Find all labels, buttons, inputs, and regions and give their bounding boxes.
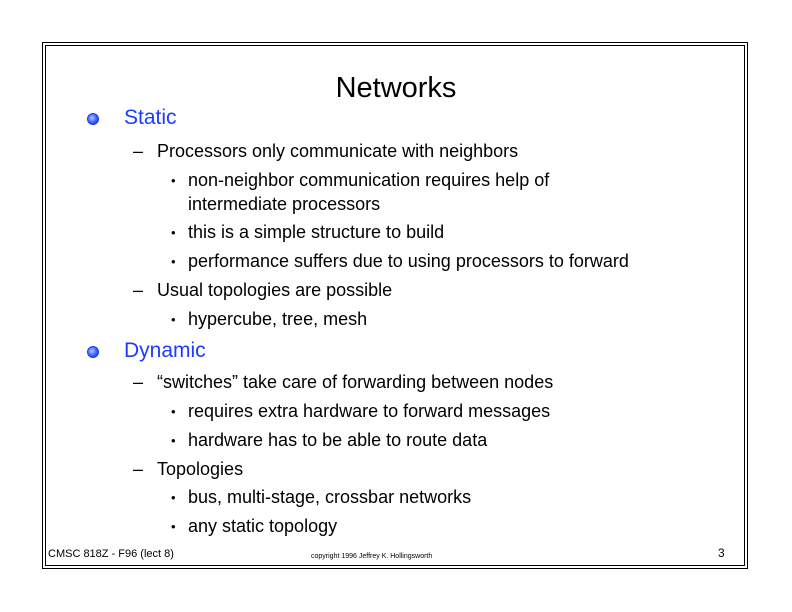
dot-bullet: • bbox=[171, 254, 176, 269]
dot-bullet: • bbox=[171, 312, 176, 327]
dot-bullet: • bbox=[171, 225, 176, 240]
dash-bullet: – bbox=[133, 280, 144, 300]
dot-bullet: • bbox=[171, 404, 176, 419]
dash-bullet: – bbox=[133, 141, 144, 161]
dot-bullet: • bbox=[171, 433, 176, 448]
sub-list-item: this is a simple structure to build bbox=[188, 222, 445, 242]
dot-bullet: • bbox=[171, 519, 176, 534]
list-item: Topologies bbox=[157, 459, 244, 479]
footer-course: CMSC 818Z - F96 (lect 8) bbox=[48, 548, 174, 560]
sub-list-item: performance suffers due to using processors to forward bbox=[188, 251, 629, 271]
dash-bullet: – bbox=[133, 372, 144, 392]
sub-list-item: non-neighbor communication requires help of bbox=[188, 170, 550, 190]
section-bullet-icon bbox=[87, 346, 99, 358]
dash-bullet: – bbox=[133, 459, 144, 479]
section-heading-static: Static bbox=[124, 106, 177, 129]
section-bullet-icon bbox=[87, 113, 99, 125]
list-item: Usual topologies are possible bbox=[157, 280, 393, 300]
sub-list-item-continuation: intermediate processors bbox=[188, 194, 381, 214]
sub-list-item: requires extra hardware to forward messages bbox=[188, 401, 551, 421]
sub-list-item: bus, multi-stage, crossbar networks bbox=[188, 487, 472, 507]
list-item: “switches” take care of forwarding between nodes bbox=[157, 372, 554, 392]
list-item: Processors only communicate with neighbors bbox=[157, 141, 519, 161]
footer-copyright: copyright 1996 Jeffrey K. Hollingsworth bbox=[311, 553, 433, 560]
sub-list-item: hypercube, tree, mesh bbox=[188, 309, 368, 329]
page-number: 3 bbox=[718, 546, 725, 560]
slide-title: Networks bbox=[335, 72, 457, 104]
dot-bullet: • bbox=[171, 490, 176, 505]
sub-list-item: hardware has to be able to route data bbox=[188, 430, 488, 450]
sub-list-item: any static topology bbox=[188, 516, 338, 536]
section-heading-dynamic: Dynamic bbox=[124, 339, 206, 362]
dot-bullet: • bbox=[171, 173, 176, 188]
